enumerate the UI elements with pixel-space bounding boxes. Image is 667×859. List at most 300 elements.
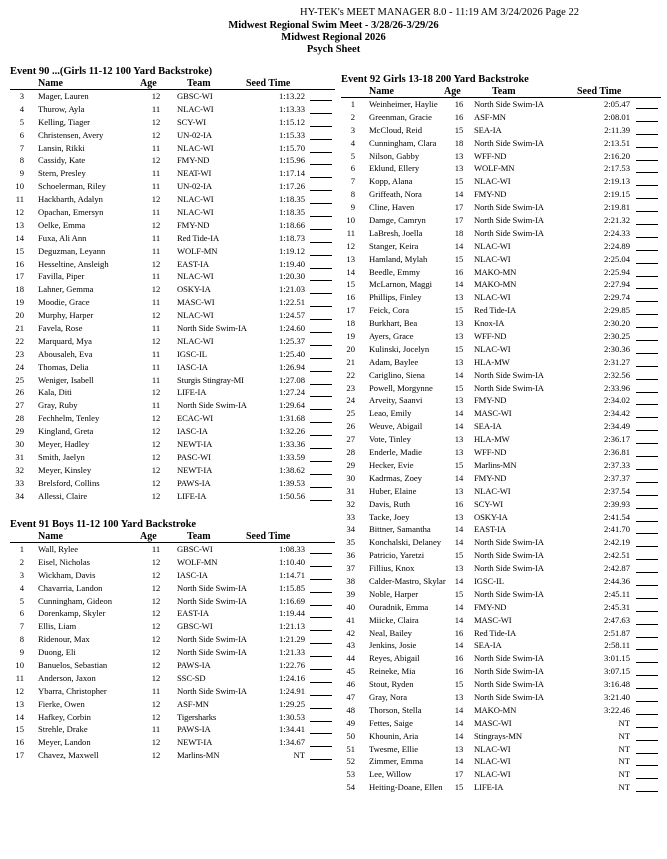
swimmer-name: LaBresh, Joella xyxy=(369,227,423,238)
place: 44 xyxy=(346,653,355,664)
entry-row xyxy=(10,335,335,348)
age: 15 xyxy=(454,124,464,135)
swimmer-name: Ellis, Liam xyxy=(38,621,77,632)
swimmer-name: Neal, Bailey xyxy=(369,627,412,638)
swimmer-name: Patricio, Yaretzi xyxy=(369,550,425,561)
seed-time: 1:19.12 xyxy=(278,245,305,256)
seed-time: 1:14.71 xyxy=(278,569,305,580)
swimmer-name: Hackbarth, Adalyn xyxy=(38,194,103,205)
entry-row xyxy=(341,472,661,485)
swimmer-name: Fierke, Owen xyxy=(38,698,85,709)
seed-time: 1:10.40 xyxy=(278,556,305,567)
seed-time: 2:25.94 xyxy=(603,266,630,277)
seed-time: 2:34.42 xyxy=(603,408,630,419)
seed-time: 1:18.66 xyxy=(278,219,305,230)
seed-time: 2:27.94 xyxy=(603,279,630,290)
final-time-blank xyxy=(636,624,658,625)
swimmer-name: Abousaleh, Eva xyxy=(38,348,93,359)
team: North Side Swim-IA xyxy=(177,685,247,696)
age: 15 xyxy=(454,679,464,690)
entry-list xyxy=(10,90,335,503)
place: 8 xyxy=(350,189,355,200)
team: UN-02-IA xyxy=(177,129,212,140)
age: 11 xyxy=(151,348,161,359)
team: North Side Swim-IA xyxy=(474,666,544,677)
swimmer-name: Chavarria, Landon xyxy=(38,582,103,593)
place: 5 xyxy=(350,150,355,161)
team: North Side Swim-IA xyxy=(474,563,544,574)
place: 47 xyxy=(346,691,355,702)
place: 22 xyxy=(346,369,355,380)
entry-row xyxy=(10,633,335,646)
age: 12 xyxy=(151,490,161,501)
entry-row xyxy=(341,124,661,137)
place: 27 xyxy=(346,434,355,445)
entry-row xyxy=(10,607,335,620)
final-time-blank xyxy=(636,533,658,534)
swimmer-name: Opachan, Emersyn xyxy=(38,207,104,218)
swimmer-name: Cassidy, Kate xyxy=(38,155,86,166)
seed-time: 2:36.17 xyxy=(603,434,630,445)
swimmer-name: Greenman, Gracie xyxy=(369,111,432,122)
swimmer-name: Meyer, Hadley xyxy=(38,439,90,450)
swimmer-name: Meyer, Landon xyxy=(38,737,91,748)
age: 11 xyxy=(151,685,161,696)
entry-row xyxy=(10,556,335,569)
seed-time: 1:20.30 xyxy=(278,271,305,282)
place: 9 xyxy=(19,647,24,658)
age: 11 xyxy=(151,724,161,735)
swimmer-name: Ayers, Grace xyxy=(369,331,414,342)
entry-row xyxy=(10,348,335,361)
entry-row xyxy=(10,685,335,698)
team: NLAC-WI xyxy=(474,292,511,303)
entry-row xyxy=(341,523,661,536)
age: 14 xyxy=(454,575,464,586)
entry-row xyxy=(10,283,335,296)
seed-time: 2:08.01 xyxy=(603,111,630,122)
age: 14 xyxy=(454,408,464,419)
seed-time: 2:21.32 xyxy=(603,215,630,226)
team: EAST-IA xyxy=(177,608,209,619)
seed-time: 1:19.44 xyxy=(278,608,305,619)
age: 16 xyxy=(454,666,464,677)
swimmer-name: Damge, Camryn xyxy=(369,215,426,226)
team: MAKO-MN xyxy=(474,266,517,277)
team: NEWT-IA xyxy=(177,439,213,450)
place: 25 xyxy=(15,374,24,385)
team: Red Tide-IA xyxy=(474,305,517,316)
entry-row xyxy=(10,412,335,425)
place: 54 xyxy=(346,782,355,793)
seed-time: 2:37.33 xyxy=(603,459,630,470)
entry-row xyxy=(10,245,335,258)
seed-time: 2:41.70 xyxy=(603,524,630,535)
seed-time: 2:34.49 xyxy=(603,421,630,432)
final-time-blank xyxy=(636,211,658,212)
final-time-blank xyxy=(310,358,332,359)
seed-time: 3:16.48 xyxy=(603,679,630,690)
final-time-blank xyxy=(310,177,332,178)
entry-row xyxy=(10,258,335,271)
swimmer-name: Dorenkamp, Skyler xyxy=(38,608,106,619)
seed-time: 2:30.25 xyxy=(603,331,630,342)
seed-time: 2:19.13 xyxy=(603,176,630,187)
final-time-blank xyxy=(636,121,658,122)
swimmer-name: Fettes, Saige xyxy=(369,717,413,728)
age: 12 xyxy=(151,737,161,748)
place: 17 xyxy=(15,750,24,761)
seed-time: 1:25.40 xyxy=(278,348,305,359)
final-time-blank xyxy=(310,332,332,333)
seed-time: 1:15.96 xyxy=(278,155,305,166)
final-time-blank xyxy=(310,345,332,346)
final-time-blank xyxy=(310,268,332,269)
entry-row xyxy=(10,232,335,245)
team: Marlins-MN xyxy=(474,459,517,470)
final-time-blank xyxy=(636,482,658,483)
age: 13 xyxy=(454,395,464,406)
team: WOLF-MN xyxy=(177,556,218,567)
col-name: Name xyxy=(369,86,394,97)
team: MAKO-MN xyxy=(474,704,517,715)
age: 12 xyxy=(151,634,161,645)
entry-row xyxy=(10,723,335,736)
swimmer-name: Marquard, Mya xyxy=(38,335,92,346)
place: 28 xyxy=(15,413,24,424)
place: 23 xyxy=(15,348,24,359)
final-time-blank xyxy=(310,100,332,101)
final-time-blank xyxy=(636,353,658,354)
age: 13 xyxy=(454,292,464,303)
place: 32 xyxy=(15,464,24,475)
final-time-blank xyxy=(636,688,658,689)
age: 12 xyxy=(151,660,161,671)
age: 18 xyxy=(454,227,464,238)
swimmer-name: Weinheimer, Haylie xyxy=(369,99,438,109)
place: 39 xyxy=(346,588,355,599)
final-time-blank xyxy=(636,314,658,315)
entry-row xyxy=(10,374,335,387)
age: 16 xyxy=(454,266,464,277)
swimmer-name: Meyer, Kinsley xyxy=(38,464,92,475)
seed-time: 2:42.19 xyxy=(603,537,630,548)
team: HLA-MW xyxy=(474,434,510,445)
seed-time: 2:44.36 xyxy=(603,575,630,586)
entry-row xyxy=(341,652,661,665)
entry-row xyxy=(341,369,661,382)
place: 16 xyxy=(15,737,24,748)
seed-time: 1:15.85 xyxy=(278,582,305,593)
place: 8 xyxy=(19,155,24,166)
final-time-blank xyxy=(310,139,332,140)
entry-row xyxy=(341,588,661,601)
final-time-blank xyxy=(310,409,332,410)
swimmer-name: Bittner, Samantha xyxy=(369,524,431,535)
place: 2 xyxy=(19,556,24,567)
entry-row xyxy=(341,150,661,163)
seed-time: 3:21.40 xyxy=(603,691,630,702)
swimmer-name: Murphy, Harper xyxy=(38,310,94,321)
swimmer-name: Cariglino, Siena xyxy=(369,369,425,380)
swimmer-name: Weniger, Isabell xyxy=(38,374,94,385)
age: 18 xyxy=(454,137,464,148)
age: 13 xyxy=(454,691,464,702)
seed-time: 1:33.36 xyxy=(278,439,305,450)
col-name: Name xyxy=(38,531,63,542)
entry-row xyxy=(341,291,661,304)
seed-time: 1:21.03 xyxy=(278,284,305,295)
place: 12 xyxy=(346,240,355,251)
swimmer-name: Brelsford, Collins xyxy=(38,477,100,488)
age: 16 xyxy=(454,627,464,638)
team: SEA-IA xyxy=(474,640,502,651)
seed-time: 1:24.57 xyxy=(278,310,305,321)
final-time-blank xyxy=(310,422,332,423)
entry-row xyxy=(10,386,335,399)
final-time-blank xyxy=(310,733,332,734)
entry-row xyxy=(10,167,335,180)
age: 12 xyxy=(151,219,161,230)
place: 52 xyxy=(346,756,355,767)
place: 53 xyxy=(346,769,355,780)
team: NEAT-WI xyxy=(177,168,212,179)
seed-time: 2:58.11 xyxy=(604,640,630,651)
entry-row xyxy=(10,206,335,219)
swimmer-name: Weuve, Abigail xyxy=(369,421,423,432)
seed-time: 2:33.96 xyxy=(603,382,630,393)
entry-row xyxy=(341,704,661,717)
entry-row xyxy=(10,698,335,711)
final-time-blank xyxy=(310,759,332,760)
entry-row xyxy=(341,743,661,756)
final-time-blank xyxy=(636,198,658,199)
age: 16 xyxy=(454,111,464,122)
team: North Side Swim-IA xyxy=(474,550,544,561)
entry-row xyxy=(341,498,661,511)
team: NLAC-WI xyxy=(474,769,511,780)
place: 45 xyxy=(346,666,355,677)
age: 15 xyxy=(454,782,464,793)
age: 12 xyxy=(151,711,161,722)
swimmer-name: Wickham, Davis xyxy=(38,569,96,580)
entry-row xyxy=(341,614,661,627)
age: 12 xyxy=(151,451,161,462)
col-name: Name xyxy=(38,78,63,89)
final-time-blank xyxy=(310,229,332,230)
team: SEA-IA xyxy=(474,421,502,432)
entry-row xyxy=(10,142,335,155)
place: 35 xyxy=(346,537,355,548)
seed-time: 1:24.91 xyxy=(278,685,305,696)
team: North Side Swim-IA xyxy=(474,691,544,702)
swimmer-name: Feick, Cora xyxy=(369,305,410,316)
place: 2 xyxy=(350,111,355,122)
swimmer-name: Kadrmas, Zoey xyxy=(369,472,422,483)
team: FMY-ND xyxy=(474,189,507,200)
seed-time: 2:41.54 xyxy=(603,511,630,522)
place: 18 xyxy=(15,284,24,295)
age: 12 xyxy=(151,477,161,488)
team: North Side Swim-IA xyxy=(474,227,544,238)
age: 11 xyxy=(151,361,161,372)
swimmer-name: Mager, Lauren xyxy=(38,91,89,101)
age: 13 xyxy=(454,318,464,329)
swimmer-name: Burkhart, Bea xyxy=(369,318,418,329)
team: SSC-SD xyxy=(177,672,206,683)
entry-row xyxy=(10,361,335,374)
entry-row xyxy=(341,394,661,407)
team: NLAC-WI xyxy=(177,207,214,218)
place: 28 xyxy=(346,447,355,458)
col-team: Team xyxy=(187,78,211,89)
final-time-blank xyxy=(636,727,658,728)
age: 13 xyxy=(454,331,464,342)
final-time-blank xyxy=(310,500,332,501)
entry-row xyxy=(341,755,661,768)
entry-row xyxy=(10,451,335,464)
place: 30 xyxy=(15,439,24,450)
team: FMY-ND xyxy=(474,395,507,406)
age: 16 xyxy=(454,99,464,109)
entry-row xyxy=(341,459,661,472)
seed-time: 1:13.22 xyxy=(278,91,305,101)
swimmer-name: Heiting-Doane, Ellen xyxy=(369,782,443,793)
swimmer-name: Strehle, Drake xyxy=(38,724,88,735)
final-time-blank xyxy=(636,495,658,496)
place: 17 xyxy=(346,305,355,316)
entry-row xyxy=(341,678,661,691)
place: 7 xyxy=(19,142,24,153)
place: 4 xyxy=(19,103,24,114)
entry-row xyxy=(10,543,335,556)
seed-time: 1:26.94 xyxy=(278,361,305,372)
place: 21 xyxy=(15,323,24,334)
swimmer-name: Hecker, Evie xyxy=(369,459,414,470)
team: WFF-ND xyxy=(474,447,507,458)
seed-time: 2:13.51 xyxy=(603,137,630,148)
final-time-blank xyxy=(310,216,332,217)
team: EAST-IA xyxy=(474,524,506,535)
swimmer-name: Moodie, Grace xyxy=(38,297,90,308)
seed-time: 1:18.73 xyxy=(278,232,305,243)
age: 11 xyxy=(151,297,161,308)
entry-row xyxy=(10,90,335,103)
age: 14 xyxy=(454,189,464,200)
place: 20 xyxy=(15,310,24,321)
age: 11 xyxy=(151,168,161,179)
seed-time: NT xyxy=(618,743,630,754)
swimmer-name: Oelke, Emma xyxy=(38,219,86,230)
entry-row xyxy=(341,382,661,395)
seed-time: NT xyxy=(293,750,305,761)
age: 11 xyxy=(151,271,161,282)
final-time-blank xyxy=(310,319,332,320)
place: 18 xyxy=(346,318,355,329)
event-heading: Event 92 Girls 13-18 200 Yard Backstroke xyxy=(341,74,529,85)
entry-row xyxy=(10,569,335,582)
final-time-blank xyxy=(636,572,658,573)
swimmer-name: Phillips, Finley xyxy=(369,292,422,303)
place: 14 xyxy=(346,266,355,277)
col-age: Age xyxy=(140,78,157,89)
team: NLAC-WI xyxy=(474,176,511,187)
swimmer-name: Davis, Ruth xyxy=(369,498,411,509)
entry-row xyxy=(341,511,661,524)
age: 15 xyxy=(454,176,464,187)
place: 24 xyxy=(346,395,355,406)
place: 11 xyxy=(15,672,24,683)
age: 11 xyxy=(151,374,161,385)
entry-row xyxy=(341,227,661,240)
team: FMY-ND xyxy=(177,155,210,166)
event-heading: Event 90 ...(Girls 11-12 100 Yard Backstroke) xyxy=(10,66,213,77)
team: SCY-WI xyxy=(474,498,503,509)
place: 13 xyxy=(15,219,24,230)
seed-time: 2:11.39 xyxy=(604,124,630,135)
final-time-blank xyxy=(636,611,658,612)
final-time-blank xyxy=(310,371,332,372)
team: FMY-ND xyxy=(474,601,507,612)
age: 17 xyxy=(454,215,464,226)
seed-time: 2:42.51 xyxy=(603,550,630,561)
age: 15 xyxy=(454,459,464,470)
seed-time: 1:17.26 xyxy=(278,181,305,192)
final-time-blank xyxy=(310,721,332,722)
team: North Side Swim-IA xyxy=(474,369,544,380)
age: 14 xyxy=(454,421,464,432)
swimmer-name: Jenkins, Josie xyxy=(369,640,417,651)
entry-row xyxy=(10,103,335,116)
place: 32 xyxy=(346,498,355,509)
seed-time: 1:29.25 xyxy=(278,698,305,709)
col-age: Age xyxy=(140,531,157,542)
place: 19 xyxy=(15,297,24,308)
team: OSKY-IA xyxy=(177,284,211,295)
team: IASC-IA xyxy=(177,426,208,437)
place: 11 xyxy=(15,194,24,205)
seed-time: 2:16.20 xyxy=(603,150,630,161)
place: 22 xyxy=(15,335,24,346)
final-time-blank xyxy=(636,327,658,328)
place: 50 xyxy=(346,730,355,741)
age: 12 xyxy=(151,426,161,437)
team: Sturgis Stingray-MI xyxy=(177,374,244,385)
place: 21 xyxy=(346,356,355,367)
place: 33 xyxy=(346,511,355,522)
swimmer-name: Gray, Ruby xyxy=(38,400,78,411)
entry-row xyxy=(341,730,661,743)
team: FMY-ND xyxy=(177,219,210,230)
final-time-blank xyxy=(310,579,332,580)
team: NLAC-WI xyxy=(177,194,214,205)
place: 5 xyxy=(19,116,24,127)
seed-time: 2:05.47 xyxy=(603,99,630,109)
place: 40 xyxy=(346,601,355,612)
entry-row xyxy=(10,477,335,490)
final-time-blank xyxy=(636,559,658,560)
team: North Side Swim-IA xyxy=(474,137,544,148)
team: North Side Swim-IA xyxy=(177,634,247,645)
team: PASC-WI xyxy=(177,451,211,462)
swimmer-name: Vote, Tinley xyxy=(369,434,411,445)
seed-time: 2:19.81 xyxy=(603,202,630,213)
age: 15 xyxy=(454,343,464,354)
place: 38 xyxy=(346,575,355,586)
entry-row xyxy=(341,330,661,343)
seed-time: 2:30.36 xyxy=(603,343,630,354)
team: WFF-ND xyxy=(474,150,507,161)
